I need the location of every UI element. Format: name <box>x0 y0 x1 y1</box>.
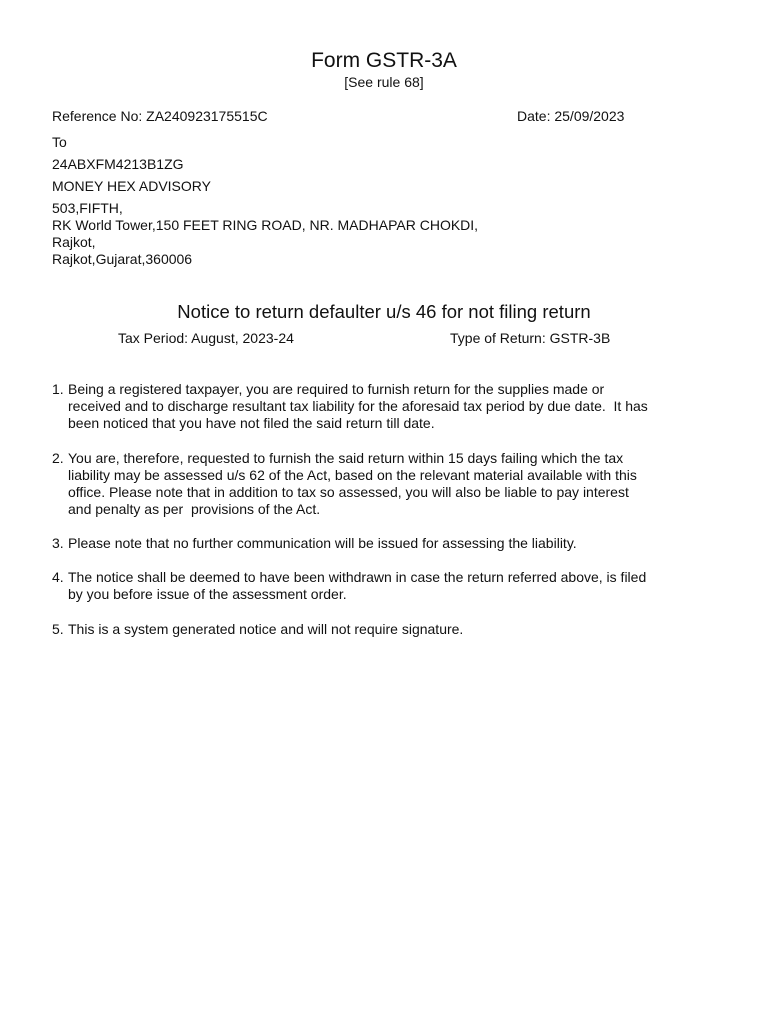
notice-title: Notice to return defaulter u/s 46 for not filing return <box>177 301 591 322</box>
item-number: 2. <box>52 450 64 466</box>
item-text: You are, therefore, requested to furnish the said return within 15 days failing which the tax liability may be assessed u/s 62 of the Act, based on the relevant material available with this office. Please note that in addition to tax so assessed, you will also be liable to pay interest and penalty as per provisions of the Act. <box>68 450 637 517</box>
item-text: The notice shall be deemed to have been withdrawn in case the return referred above, is filed by you before issue of the assessment order. <box>68 569 647 602</box>
item-text: Please note that no further communication will be issued for assessing the liability. <box>68 535 577 551</box>
addressee-to: To <box>52 134 67 150</box>
item-number: 3. <box>52 535 64 551</box>
address-line-3: Rajkot, <box>52 234 96 250</box>
return-type: Type of Return: GSTR-3B <box>450 330 611 346</box>
addressee-gstin: 24ABXFM4213B1ZG <box>52 156 184 172</box>
address-line-4: Rajkot,Gujarat,360006 <box>52 251 193 267</box>
item-text: Being a registered taxpayer, you are required to furnish return for the supplies made or received and to discharge resultant tax liability for the aforesaid tax period by due date. It has been noticed that you have not filed the said return till date. <box>68 381 648 431</box>
notice-date: Date: 25/09/2023 <box>517 108 625 124</box>
reference-number: Reference No: ZA240923175515C <box>52 108 268 124</box>
item-number: 4. <box>52 569 64 585</box>
address-line-2: RK World Tower,150 FEET RING ROAD, NR. MADHAPAR CHOKDI, <box>52 217 479 233</box>
item-number: 1. <box>52 381 64 397</box>
notice-item <box>52 621 718 638</box>
notice-item <box>52 381 718 432</box>
rule-reference: [See rule 68] <box>344 74 424 90</box>
form-title: Form GSTR-3A <box>311 49 457 72</box>
notice-item <box>52 535 718 552</box>
addressee-name: MONEY HEX ADVISORY <box>52 178 211 194</box>
notice-item <box>52 569 718 603</box>
item-text: This is a system generated notice and will not require signature. <box>68 621 464 637</box>
tax-period: Tax Period: August, 2023-24 <box>118 330 294 346</box>
address-line-1: 503,FIFTH, <box>52 200 123 216</box>
item-number: 5. <box>52 621 64 637</box>
notice-item <box>52 450 718 518</box>
